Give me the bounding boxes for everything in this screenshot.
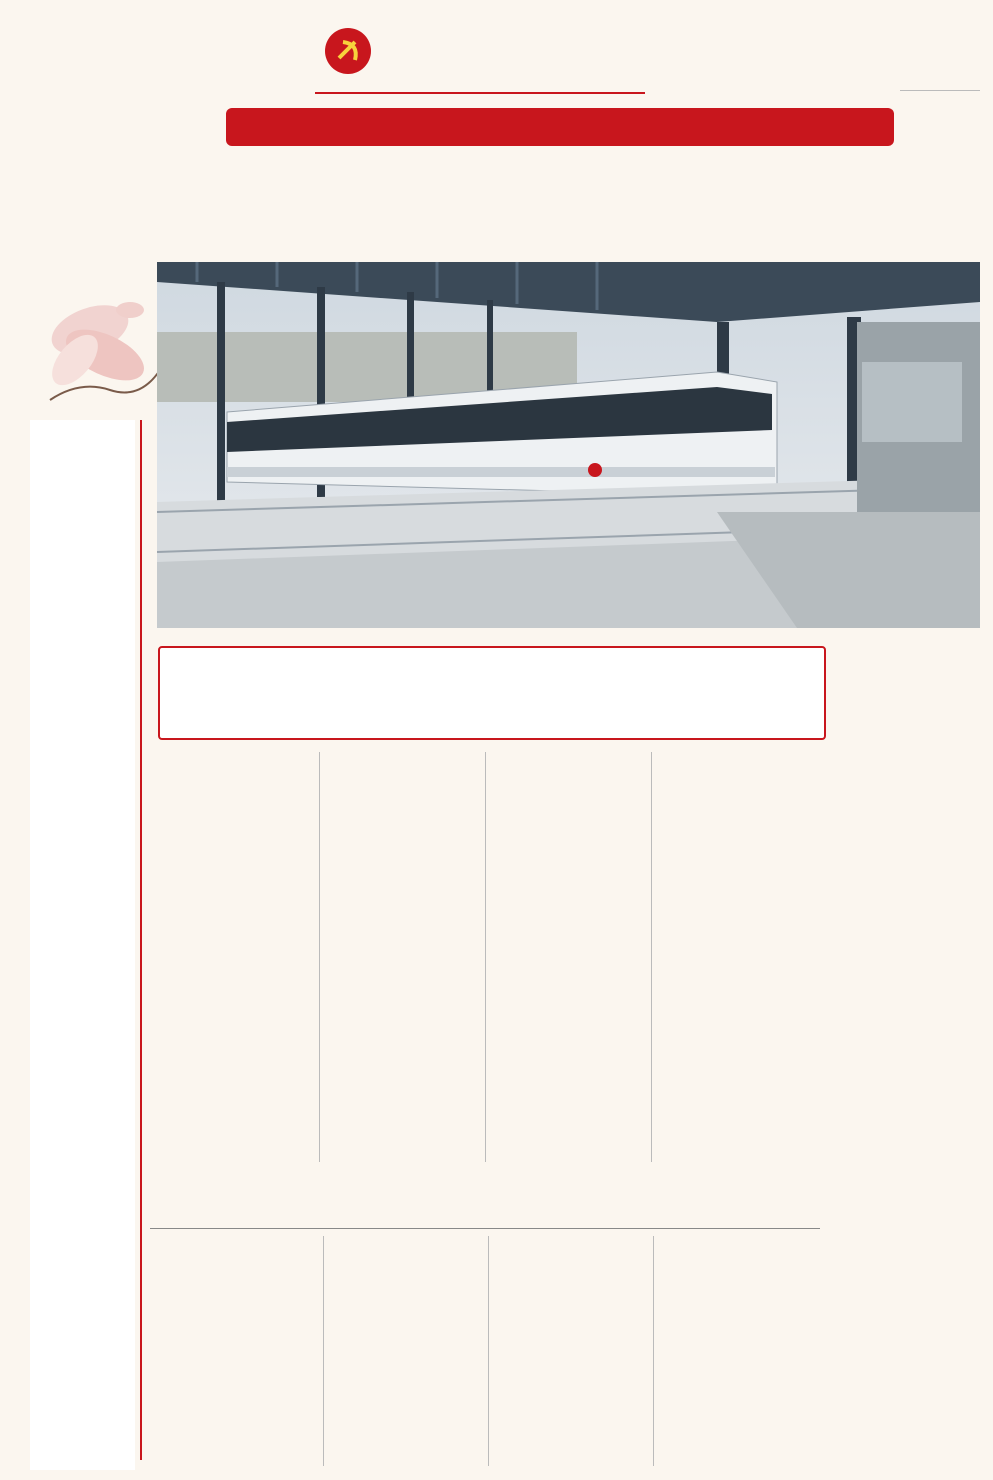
article1-paragraph xyxy=(490,954,645,1070)
article-kicker xyxy=(226,108,894,146)
column-rule xyxy=(651,752,652,1162)
article1-paragraph xyxy=(656,856,824,1016)
vertical-title-main xyxy=(40,20,160,40)
party-emblem-icon xyxy=(325,28,371,74)
article2-rule xyxy=(150,1228,820,1229)
column-rule xyxy=(653,1236,654,1466)
stats-sidebar xyxy=(835,718,975,1418)
magnolia-flower-illustration xyxy=(20,270,170,420)
article1-paragraph xyxy=(490,1076,645,1136)
article1-paragraph xyxy=(158,910,313,1142)
article2-paragraph xyxy=(328,1236,483,1466)
article2-paragraph xyxy=(658,1236,818,1466)
article1-paragraph xyxy=(490,862,645,954)
column-rule xyxy=(319,752,320,1162)
article1-paragraph xyxy=(656,1016,824,1156)
masthead-rule xyxy=(315,92,645,94)
article1-paragraph xyxy=(324,1028,479,1140)
article2-paragraph xyxy=(158,1236,318,1448)
vertical-title-rule xyxy=(140,420,142,1460)
article1-paragraph xyxy=(490,752,645,862)
article1-paragraph xyxy=(158,752,313,902)
article2-col-1 xyxy=(158,1236,318,1466)
article1-paragraph xyxy=(656,752,824,856)
vertical-title-top-char-2 xyxy=(40,34,159,47)
column-rule xyxy=(485,752,486,1162)
page-number-rule xyxy=(900,90,980,91)
article1-col-3 xyxy=(490,752,645,1162)
article2-paragraph xyxy=(493,1236,648,1466)
vertical-title-band xyxy=(30,420,135,1470)
column-rule xyxy=(488,1236,489,1466)
lead-box xyxy=(158,646,826,740)
article1-col-4 xyxy=(656,752,824,1162)
article1-paragraph xyxy=(324,752,479,1020)
vertical-title-top-char-1 xyxy=(40,14,159,27)
article1-col-1 xyxy=(158,752,313,1162)
metro-train-photo xyxy=(157,262,980,628)
column-rule xyxy=(323,1236,324,1466)
article1-col-2 xyxy=(324,752,479,1162)
